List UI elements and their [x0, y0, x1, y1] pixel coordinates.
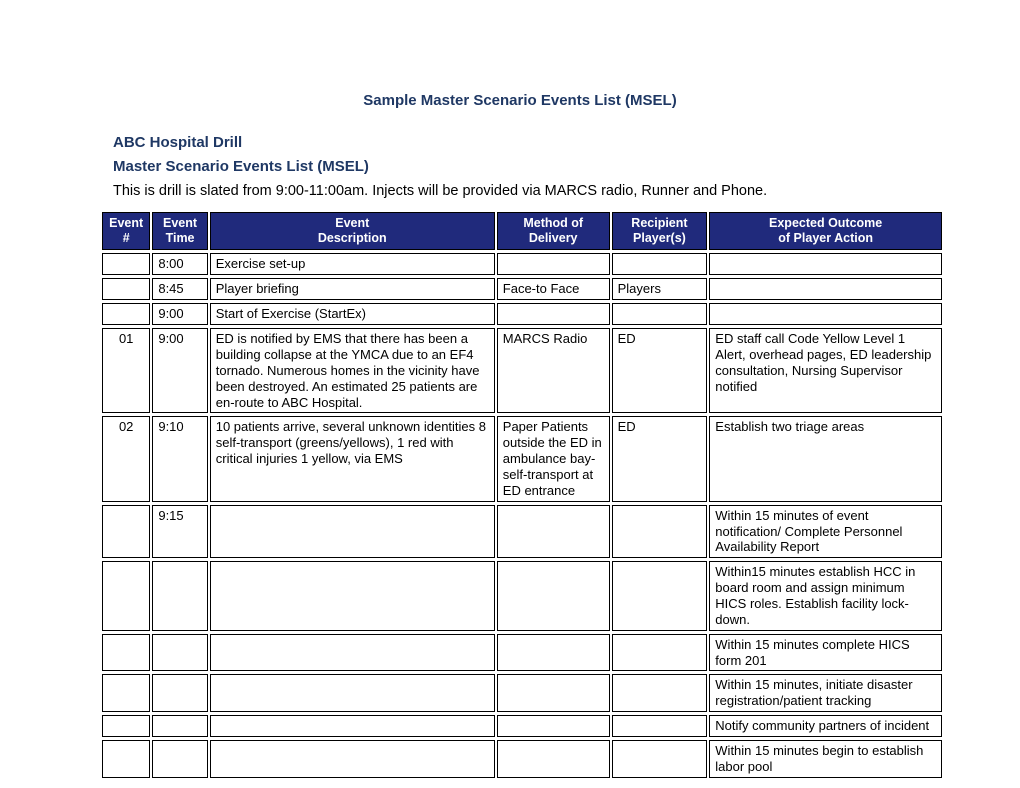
- table-row: [102, 328, 942, 413]
- cell-recipient-players: ED: [612, 328, 708, 413]
- cell-method-of-delivery: [497, 505, 610, 559]
- cell-event-num: [102, 278, 150, 300]
- table-row: [102, 634, 942, 672]
- cell-recipient-players: ED: [612, 416, 708, 501]
- cell-event-time: 9:00: [152, 328, 207, 413]
- col-header-line: #: [122, 231, 130, 246]
- cell-event-description: ED is notified by EMS that there has been a building collapse at the YMCA due to an EF4 tornado. Numerous homes in the vicinity have been destroyed. An estimated 25 patients are en-route to ABC Hospital.: [210, 328, 495, 413]
- cell-expected-outcome: Within 15 minutes complete HICS form 201: [709, 634, 942, 672]
- cell-event-description: [210, 634, 495, 672]
- cell-event-description: [210, 505, 495, 559]
- cell-event-time: 9:00: [152, 303, 207, 325]
- col-header-line: Player(s): [633, 231, 686, 246]
- cell-recipient-players: [612, 253, 708, 275]
- cell-event-description: Start of Exercise (StartEx): [210, 303, 495, 325]
- cell-expected-outcome: Establish two triage areas: [709, 416, 942, 501]
- table-row: [102, 561, 942, 630]
- cell-expected-outcome: Within 15 minutes begin to establish labor pool: [709, 740, 942, 778]
- cell-method-of-delivery: Face-to Face: [497, 278, 610, 300]
- table-row: [102, 715, 942, 737]
- col-header-line: Event: [335, 216, 370, 231]
- cell-event-num: [102, 561, 150, 630]
- cell-recipient-players: [612, 561, 708, 630]
- col-header-line: Delivery: [528, 231, 578, 246]
- col-header-line: Event: [163, 216, 198, 231]
- cell-event-time: [152, 740, 207, 778]
- cell-event-time: 9:10: [152, 416, 207, 501]
- cell-event-num: 02: [102, 416, 150, 501]
- cell-event-description: 10 patients arrive, several unknown identities 8 self-transport (greens/yellows), 1 red with critical injuries 1 yellow, via EMS: [210, 416, 495, 501]
- col-header-line: Method of: [523, 216, 584, 231]
- cell-event-time: 8:00: [152, 253, 207, 275]
- table-row: [102, 505, 942, 559]
- cell-event-time: 9:15: [152, 505, 207, 559]
- cell-event-time: [152, 674, 207, 712]
- cell-method-of-delivery: [497, 253, 610, 275]
- col-header-event-time: [152, 212, 207, 250]
- cell-event-num: [102, 634, 150, 672]
- col-header-recipient-players: [612, 212, 708, 250]
- col-header-expected-outcome: [709, 212, 942, 250]
- col-header-line: Time: [165, 231, 195, 246]
- cell-event-num: [102, 674, 150, 712]
- cell-method-of-delivery: [497, 674, 610, 712]
- cell-recipient-players: [612, 505, 708, 559]
- cell-recipient-players: [612, 674, 708, 712]
- col-header-method-of-delivery: [497, 212, 610, 250]
- heading-msel: Master Scenario Events List (MSEL): [113, 158, 369, 176]
- intro-text: This is drill is slated from 9:00-11:00am. Injects will be provided via MARCS radio, Runner and Phone.: [113, 182, 768, 199]
- document-title: Sample Master Scenario Events List (MSEL): [363, 92, 677, 109]
- cell-recipient-players: Players: [612, 278, 708, 300]
- cell-expected-outcome: ED staff call Code Yellow Level 1 Alert, overhead pages, ED leadership consultation, Nursing Supervisor notified: [709, 328, 942, 413]
- table-row: [102, 303, 942, 325]
- cell-event-num: [102, 253, 150, 275]
- table-row: [102, 416, 942, 501]
- table-row: [102, 740, 942, 778]
- table-row: [102, 253, 942, 275]
- cell-event-num: [102, 715, 150, 737]
- cell-recipient-players: [612, 303, 708, 325]
- cell-method-of-delivery: [497, 715, 610, 737]
- cell-method-of-delivery: [497, 634, 610, 672]
- cell-expected-outcome: Notify community partners of incident: [709, 715, 942, 737]
- cell-event-time: [152, 715, 207, 737]
- cell-event-time: 8:45: [152, 278, 207, 300]
- cell-recipient-players: [612, 634, 708, 672]
- cell-event-description: Exercise set-up: [210, 253, 495, 275]
- cell-expected-outcome: [709, 303, 942, 325]
- heading-hospital-drill: ABC Hospital Drill: [113, 134, 243, 151]
- table-header-row: [102, 212, 942, 250]
- table-row: [102, 674, 942, 712]
- cell-event-num: [102, 740, 150, 778]
- cell-expected-outcome: Within 15 minutes, initiate disaster registration/patient tracking: [709, 674, 942, 712]
- col-header-line: Event: [109, 216, 144, 231]
- col-header-line: Description: [317, 231, 387, 246]
- cell-event-time: [152, 634, 207, 672]
- msel-table: [100, 209, 944, 781]
- cell-event-time: [152, 561, 207, 630]
- cell-event-description: Player briefing: [210, 278, 495, 300]
- cell-method-of-delivery: MARCS Radio: [497, 328, 610, 413]
- cell-event-num: [102, 303, 150, 325]
- cell-event-description: [210, 715, 495, 737]
- col-header-line: Expected Outcome: [769, 216, 883, 231]
- col-header-event-num: [102, 212, 150, 250]
- cell-event-description: [210, 674, 495, 712]
- col-header-event-description: [210, 212, 495, 250]
- cell-method-of-delivery: Paper Patients outside the ED in ambulance bay- self-transport at ED entrance: [497, 416, 610, 501]
- cell-event-description: [210, 740, 495, 778]
- cell-recipient-players: [612, 715, 708, 737]
- cell-expected-outcome: [709, 278, 942, 300]
- cell-event-description: [210, 561, 495, 630]
- cell-event-num: [102, 505, 150, 559]
- cell-expected-outcome: Within 15 minutes of event notification/ Complete Personnel Availability Report: [709, 505, 942, 559]
- table-row: [102, 278, 942, 300]
- cell-event-num: 01: [102, 328, 150, 413]
- cell-method-of-delivery: [497, 561, 610, 630]
- col-header-line: Recipient: [631, 216, 688, 231]
- cell-recipient-players: [612, 740, 708, 778]
- col-header-line: of Player Action: [778, 231, 873, 246]
- cell-method-of-delivery: [497, 740, 610, 778]
- cell-expected-outcome: [709, 253, 942, 275]
- cell-method-of-delivery: [497, 303, 610, 325]
- cell-expected-outcome: Within15 minutes establish HCC in board room and assign minimum HICS roles. Establish facility lock-down.: [709, 561, 942, 630]
